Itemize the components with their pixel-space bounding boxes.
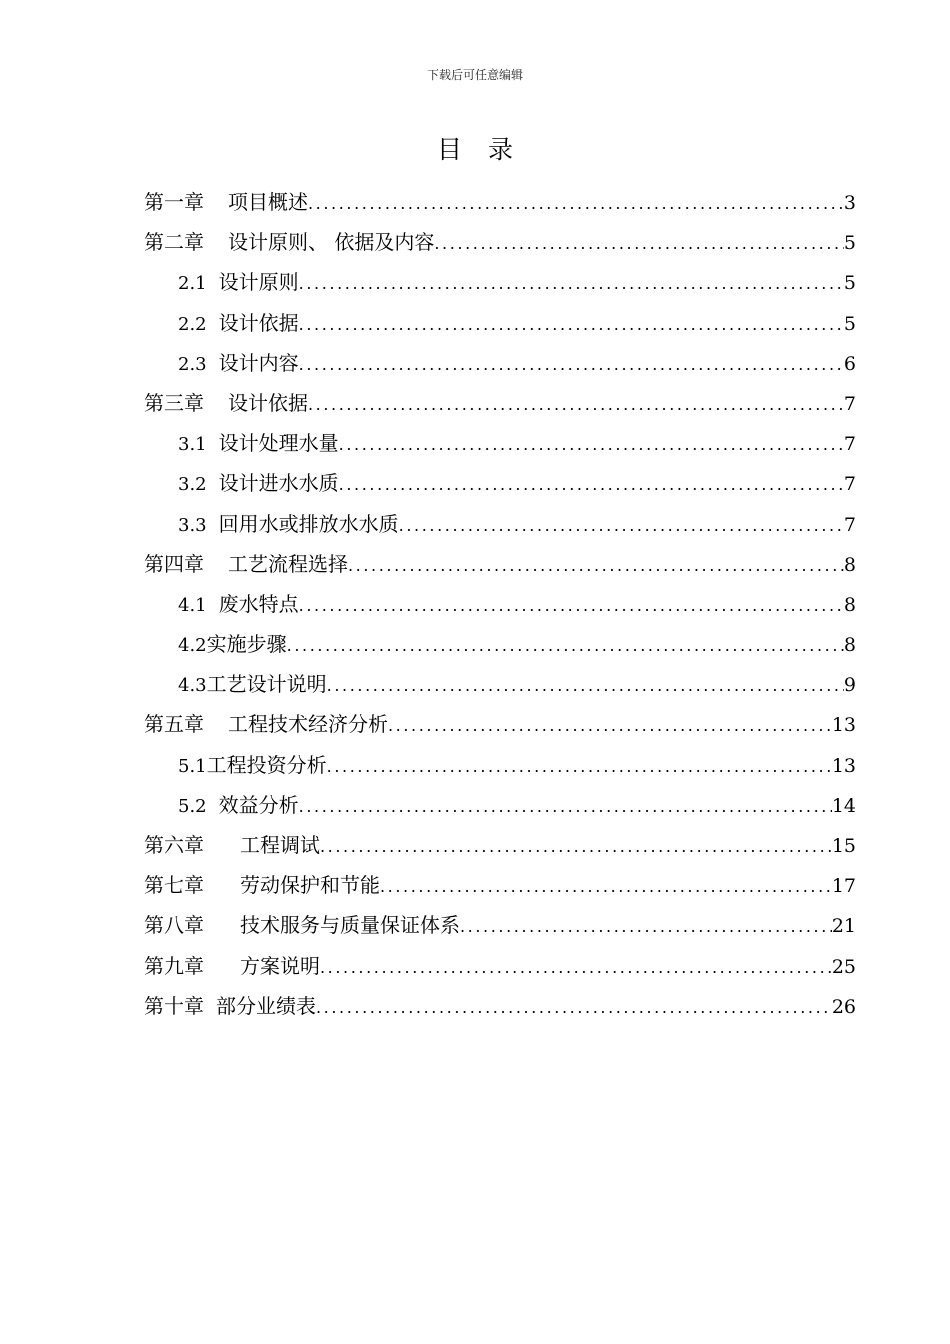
toc-chapter-label: 第二章	[144, 230, 204, 255]
toc-entry-title: 工程技术经济分析	[228, 712, 388, 737]
toc-leader-dots	[460, 907, 832, 947]
toc-chapter-label: 第九章	[144, 953, 204, 978]
toc-leader-dots	[380, 867, 832, 907]
toc-leader-dots	[287, 626, 844, 666]
toc-entry[interactable]	[144, 182, 856, 222]
toc-leader-dots	[299, 305, 844, 345]
toc-entry[interactable]	[144, 423, 856, 463]
header-note: 下载后可任意编辑	[426, 68, 523, 82]
toc-entry[interactable]	[144, 785, 856, 825]
toc-entry-title: 效益分析	[218, 792, 299, 817]
toc-section-number: 3.1	[178, 434, 207, 456]
toc-entry-title: 技术服务与质量保证体系	[240, 913, 460, 938]
toc-leader-dots	[320, 948, 832, 988]
toc-entry[interactable]	[144, 745, 856, 785]
toc-entry-title: 项目概述	[228, 190, 308, 214]
toc-entry-title: 设计依据	[228, 390, 308, 415]
toc-page-number: 15	[831, 835, 856, 857]
toc-section-number: 2.3	[178, 353, 207, 375]
toc-leader-dots	[320, 827, 832, 867]
toc-entry-title: 设计原则、 依据及内容	[228, 230, 435, 255]
toc-page-number: 13	[831, 714, 856, 737]
toc-entry-title: 工艺流程选择	[228, 551, 348, 576]
toc-section-number: 3.3	[178, 514, 207, 536]
toc-entry[interactable]	[144, 986, 856, 1026]
toc-chapter-label: 第七章	[144, 873, 204, 898]
toc-entry[interactable]	[144, 905, 856, 945]
toc-entry[interactable]	[144, 624, 856, 664]
toc-entry-title: 部分业绩表	[216, 993, 316, 1018]
toc-page-number: 8	[843, 593, 856, 616]
toc-page-number: 7	[843, 473, 856, 496]
table-of-contents	[144, 182, 856, 1026]
toc-leader-dots	[348, 546, 844, 586]
toc-entry-title: 工程投资分析	[206, 752, 327, 777]
toc-leader-dots	[399, 506, 844, 546]
toc-page-number: 17	[831, 875, 856, 898]
toc-entry-title: 设计处理水量	[218, 431, 339, 456]
toc-entry[interactable]	[144, 946, 856, 986]
toc-section-number: 3.2	[178, 474, 207, 496]
toc-entry-title: 劳动保护和节能	[240, 873, 380, 898]
toc-leader-dots	[299, 586, 844, 626]
toc-page-number: 5	[843, 232, 856, 255]
toc-section-number: 2.2	[178, 313, 207, 335]
toc-page-number: 26	[831, 995, 856, 1018]
toc-entry-title: 设计原则	[218, 270, 299, 295]
toc-leader-dots	[316, 988, 832, 1028]
toc-page-number: 21	[831, 915, 856, 938]
toc-chapter-label: 第五章	[144, 712, 204, 737]
toc-entry-title: 回用水或排放水水质	[218, 511, 399, 536]
toc-leader-dots	[308, 385, 844, 425]
toc-page-number: 7	[843, 513, 856, 536]
toc-page-number: 13	[831, 754, 856, 777]
toc-leader-dots	[434, 224, 844, 264]
toc-entry-title: 设计进水水质	[218, 471, 339, 496]
toc-entry-title: 工程调试	[240, 833, 320, 857]
toc-entry[interactable]	[144, 383, 856, 423]
toc-page-number: 25	[831, 955, 856, 978]
toc-entry-title: 设计内容	[218, 350, 299, 375]
toc-chapter-label: 第六章	[144, 833, 204, 857]
toc-chapter-label: 第八章	[144, 913, 204, 938]
toc-entry-title: 实施步骤	[206, 632, 287, 657]
toc-entry[interactable]	[144, 343, 856, 383]
toc-entry[interactable]	[144, 664, 856, 704]
toc-section-number: 2.1	[178, 273, 207, 295]
toc-page-number: 5	[843, 272, 856, 295]
toc-leader-dots	[388, 706, 832, 746]
toc-entry-title: 废水特点	[218, 591, 299, 616]
toc-page-number: 7	[843, 433, 856, 456]
toc-entry[interactable]	[144, 463, 856, 503]
toc-leader-dots	[327, 747, 832, 787]
toc-entry[interactable]	[144, 303, 856, 343]
toc-entry[interactable]	[144, 704, 856, 744]
toc-leader-dots	[299, 264, 844, 304]
toc-leader-dots	[299, 787, 832, 827]
toc-chapter-label: 第四章	[144, 551, 204, 576]
page-title: 目录	[436, 135, 539, 164]
toc-entry[interactable]	[144, 504, 856, 544]
toc-page-number: 8	[843, 553, 856, 576]
toc-entry[interactable]	[144, 865, 856, 905]
toc-entry[interactable]	[144, 262, 856, 302]
toc-entry[interactable]	[144, 544, 856, 584]
toc-entry[interactable]	[144, 825, 856, 865]
toc-page-number: 6	[843, 352, 856, 375]
toc-leader-dots	[339, 425, 844, 465]
toc-entry-title: 工艺设计说明	[206, 672, 327, 697]
toc-chapter-label: 第三章	[144, 390, 204, 415]
toc-leader-dots	[299, 345, 844, 385]
toc-entry[interactable]	[144, 222, 856, 262]
toc-entry-title: 设计依据	[218, 310, 299, 335]
toc-page-number: 3	[843, 192, 856, 214]
toc-page-number: 14	[831, 794, 856, 817]
toc-chapter-label: 第一章	[144, 190, 204, 214]
toc-page-number: 8	[843, 634, 856, 657]
toc-section-number: 4.2	[178, 635, 207, 657]
toc-entry-title: 方案说明	[240, 953, 320, 978]
toc-chapter-label: 第十章	[144, 993, 204, 1018]
toc-leader-dots	[339, 465, 844, 505]
toc-section-number: 4.3	[178, 675, 207, 697]
toc-section-number: 5.1	[178, 755, 207, 777]
toc-section-number: 4.1	[178, 594, 207, 616]
toc-page-number: 5	[843, 312, 856, 335]
toc-section-number: 5.2	[178, 795, 207, 817]
toc-leader-dots	[308, 184, 844, 224]
toc-page-number: 7	[843, 392, 856, 415]
toc-entry[interactable]	[144, 584, 856, 624]
toc-page-number: 9	[843, 674, 856, 697]
toc-leader-dots	[327, 666, 844, 706]
